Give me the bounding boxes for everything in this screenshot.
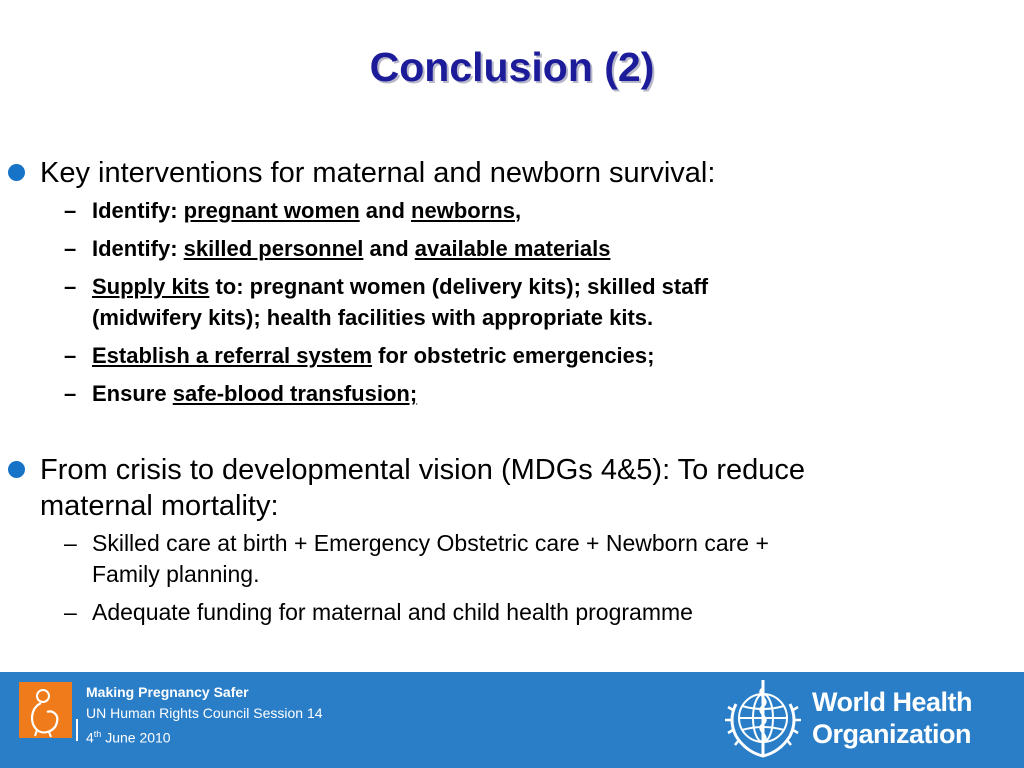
footer-date-sup: th — [93, 729, 102, 739]
dash-icon: – — [64, 343, 77, 368]
footer-date-rest: June 2010 — [101, 729, 171, 746]
list-item — [64, 340, 998, 371]
dash-icon: – — [64, 236, 77, 261]
bullet-line — [8, 452, 998, 524]
who-line2: Organization — [812, 719, 972, 749]
item-underlined: Establish a referral system — [92, 343, 373, 368]
item-text: Ensure — [92, 381, 173, 406]
item-text: and — [363, 236, 415, 261]
item-text: and — [359, 198, 412, 223]
bullet-key-interventions — [8, 155, 998, 409]
item-underlined: newborns — [411, 198, 515, 223]
who-wordmark — [812, 686, 972, 750]
bullet-line — [8, 155, 998, 191]
who-emblem-icon — [722, 676, 804, 760]
dash-icon: – — [64, 198, 77, 223]
bullet-crisis-to-vision — [8, 452, 998, 628]
footer-date-day: 4 — [86, 729, 94, 746]
list-item — [64, 233, 998, 264]
item-text: (midwifery kits); health facilities with appropriate kits. — [92, 305, 654, 330]
item-text: to: pregnant women (delivery kits); skilled staff — [209, 274, 709, 299]
bullet-text: Key interventions for maternal and newborn survival: — [40, 157, 716, 189]
bullet-text: From crisis to developmental vision (MDGs 4&5): To reduce — [40, 454, 806, 486]
list-item — [64, 528, 998, 590]
footer-program: Making Pregnancy Safer — [86, 684, 249, 700]
bullet-dot-icon — [8, 164, 25, 181]
bullet-dot-icon — [8, 461, 25, 478]
item-underlined: available materials — [414, 236, 611, 261]
who-line1: World Health — [812, 687, 973, 717]
list-item — [64, 597, 998, 628]
sub-list — [8, 195, 998, 409]
dash-icon: – — [64, 530, 77, 556]
dash-icon: – — [64, 274, 77, 299]
item-text: Identify: — [92, 236, 184, 261]
footer-divider — [76, 719, 78, 741]
footer-text — [86, 682, 323, 749]
item-underlined: skilled personnel — [183, 236, 364, 261]
list-item — [64, 378, 998, 409]
list-item — [64, 195, 998, 226]
bullet-text: maternal mortality: — [40, 490, 279, 522]
dash-icon: – — [64, 381, 77, 406]
pregnancy-logo-icon — [19, 682, 72, 738]
item-text: , — [514, 198, 522, 223]
item-text: Skilled care at birth + Emergency Obstetric care + Newborn care + — [92, 530, 769, 556]
dash-icon: – — [64, 599, 77, 625]
footer-date — [86, 724, 323, 749]
item-text: Adequate funding for maternal and child health programme — [92, 599, 693, 625]
item-underlined: safe-blood transfusion; — [172, 381, 418, 406]
footer-session: UN Human Rights Council Session 14 — [86, 705, 323, 721]
slide-title: Conclusion (2) — [369, 44, 655, 90]
item-text: Family planning. — [92, 561, 260, 587]
list-item — [64, 271, 998, 333]
item-underlined: Supply kits — [92, 274, 210, 299]
item-text: Identify: — [92, 198, 184, 223]
item-underlined: pregnant women — [183, 198, 360, 223]
item-text: for obstetric emergencies; — [372, 343, 655, 368]
sub-list — [8, 528, 998, 628]
